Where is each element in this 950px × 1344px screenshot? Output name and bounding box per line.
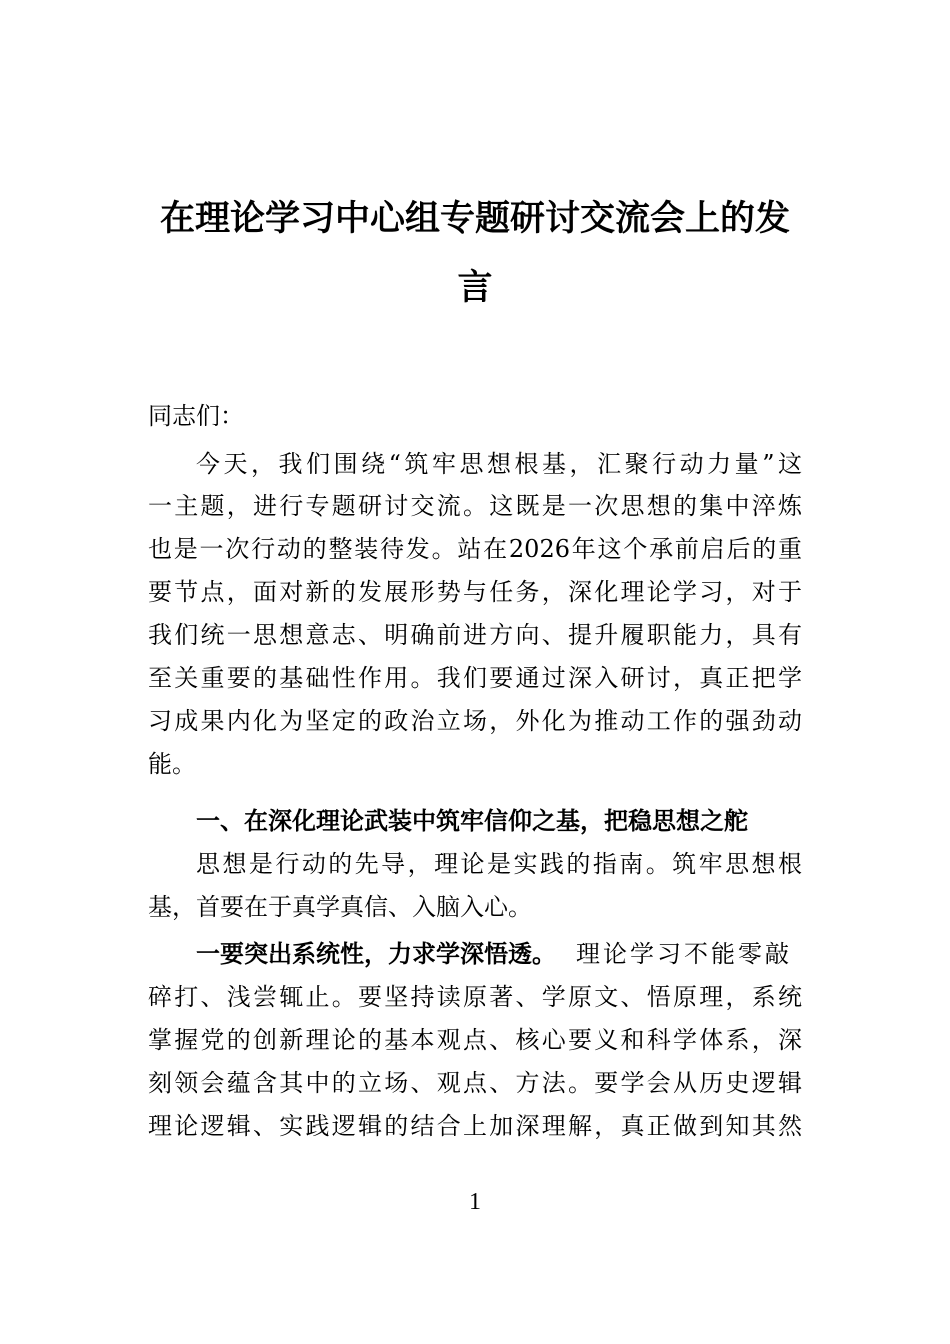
section-paragraph-line: 思想是行动的先导，理论是实践的指南。筑牢思想根	[196, 850, 802, 878]
salutation: 同志们：	[148, 402, 244, 430]
point-paragraph-line: 掌握党的创新理论的基本观点、核心要义和科学体系，深	[148, 1026, 802, 1054]
section-paragraph-line: 基，首要在于真学真信、入脑入心。	[148, 893, 532, 921]
intro-paragraph-line: 要节点，面对新的发展形势与任务，深化理论学习，对于	[148, 578, 802, 606]
point-paragraph-first-line	[196, 939, 802, 969]
point-paragraph-line: 刻领会蕴含其中的立场、观点、方法。要学会从历史逻辑	[148, 1069, 802, 1097]
intro-paragraph-line: 今天，我们围绕“筑牢思想根基，汇聚行动力量”这	[196, 450, 802, 478]
point-lead-bold: 一要突出系统性，力求学深悟透。	[196, 940, 556, 968]
intro-paragraph-line: 也是一次行动的整装待发。站在2026年这个承前启后的重	[148, 535, 802, 563]
section-heading: 一、在深化理论武装中筑牢信仰之基，把稳思想之舵	[196, 807, 748, 835]
intro-paragraph-line: 至关重要的基础性作用。我们要通过深入研讨，真正把学	[148, 664, 802, 692]
document-title-line-2: 言	[457, 268, 493, 308]
point-paragraph-line: 碎打、浅尝辄止。要坚持读原著、学原文、悟原理，系统	[148, 983, 802, 1011]
document-title-line-1: 在理论学习中心组专题研讨交流会上的发	[159, 199, 790, 239]
intro-paragraph-line: 能。	[148, 750, 196, 778]
point-paragraph-line: 理论逻辑、实践逻辑的结合上加深理解，真正做到知其然	[148, 1112, 802, 1140]
intro-paragraph-line: 我们统一思想意志、明确前进方向、提升履职能力，具有	[148, 621, 802, 649]
point-lead-text: 理论学习不能零敲	[576, 940, 792, 968]
intro-paragraph-line: 一主题，进行专题研讨交流。这既是一次思想的集中淬炼	[148, 492, 802, 520]
intro-paragraph-line: 习成果内化为坚定的政治立场，外化为推动工作的强劲动	[148, 707, 802, 735]
page-number: 1	[469, 1189, 481, 1215]
